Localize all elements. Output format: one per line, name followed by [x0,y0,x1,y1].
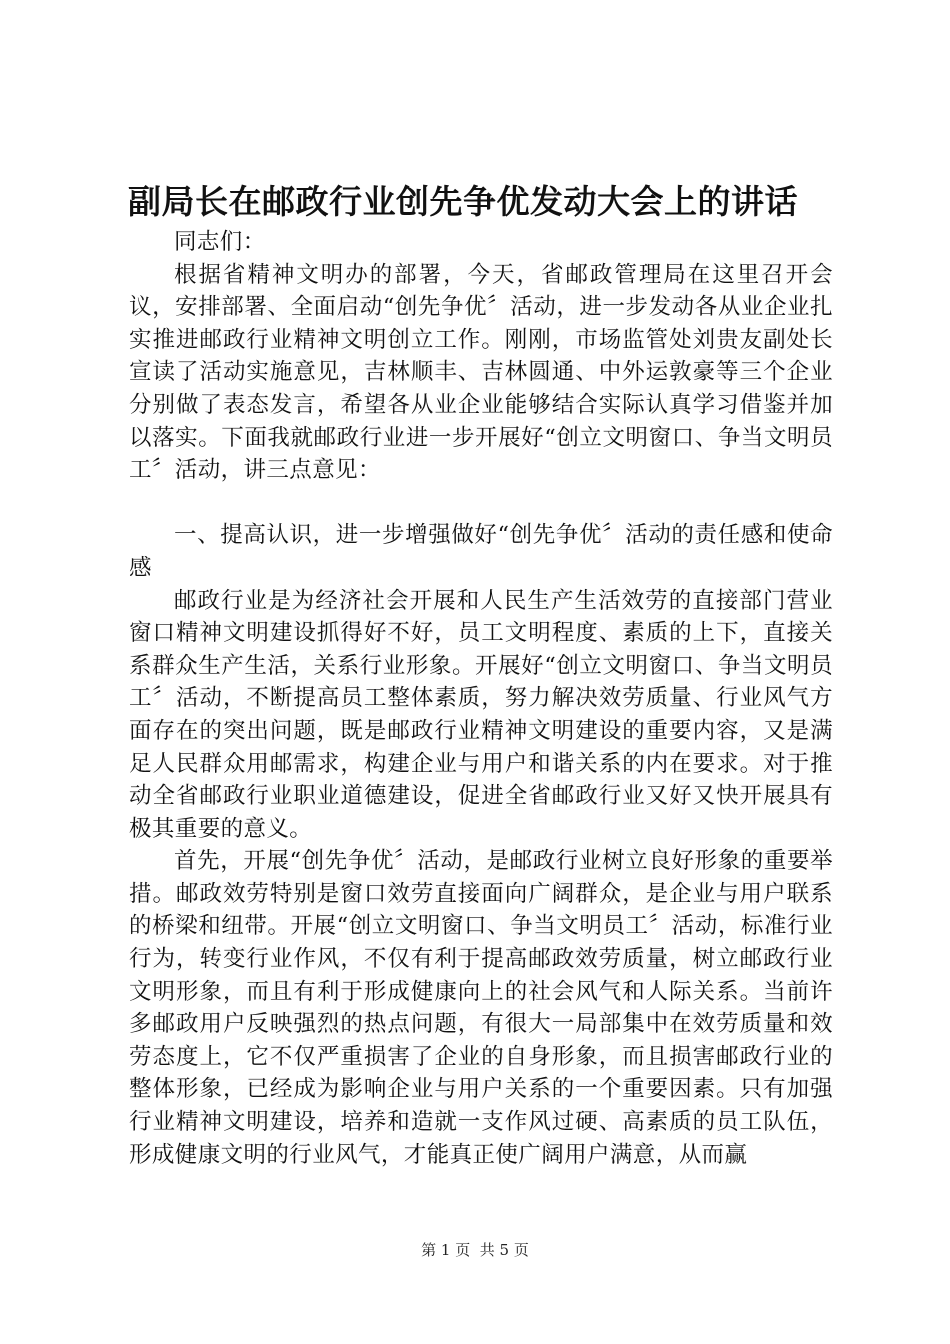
greeting: 同志们： [174,229,266,255]
document-body [129,226,833,1171]
section-heading-1: 一、提高认识，进一步增强做好“创先争优〞活动的责任感和使命感 [129,522,833,581]
page-number-footer: 第 1 页 共 5 页 [421,1241,529,1259]
paragraph-first-point: 首先，开展“创先争优〞活动，是邮政行业树立良好形象的重要举措。邮政效劳特别是窗口效劳直接面向广阔群众，是企业与用户联系的桥梁和纽带。开展“创立文明窗口、争当文明员工〞活动，标准行业行为，转变行业作风，不仅有利于提高邮政效劳质量，树立邮政行业文明形象，而且有利于形成健康向上的社会风气和人际关系。当前许多邮政用户反映强烈的热点问题，有很大一局部集中在效劳质量和效劳态度上，它不仅严重损害了企业的自身形象，而且损害邮政行业的整体形象，已经成为影响企业与用户关系的一个重要因素。只有加强行业精神文明建设，培养和造就一支作风过硬、高素质的员工队伍，形成健康文明的行业风气，才能真正使广阔用户满意，从而赢 [129,848,833,1168]
document-title: 副局长在邮政行业创先争优发动大会上的讲话 [128,182,798,221]
paragraph-section-1: 邮政行业是为经济社会开展和人民生产生活效劳的直接部门营业窗口精神文明建设抓得好不好，员工文明程度、素质的上下，直接关系群众生产生活，关系行业形象。开展好“创立文明窗口、争当文明员工〞活动，不断提高员工整体素质，努力解决效劳质量、行业风气方面存在的突出问题，既是邮政行业精神文明建设的重要内容，又是满足人民群众用邮需求，构建企业与用户和谐关系的内在要求。对于推动全省邮政行业职业道德建设，促进全省邮政行业又好又快开展具有极其重要的意义。 [129,587,833,842]
paragraph-intro: 根据省精神文明办的部署，今天，省邮政管理局在这里召开会议，安排部署、全面启动“创先争优〞活动，进一步发动各从业企业扎实推进邮政行业精神文明创立工作。刚刚，市场监管处刘贵友副处长宣读了活动实施意见，吉林顺丰、吉林圆通、中外运敦豪等三个企业分别做了表态发言，希望各从业企业能够结合实际认真学习借鉴并加以落实。下面我就邮政行业进一步开展好“创立文明窗口、争当文明员工〞活动，讲三点意见： [129,261,833,484]
